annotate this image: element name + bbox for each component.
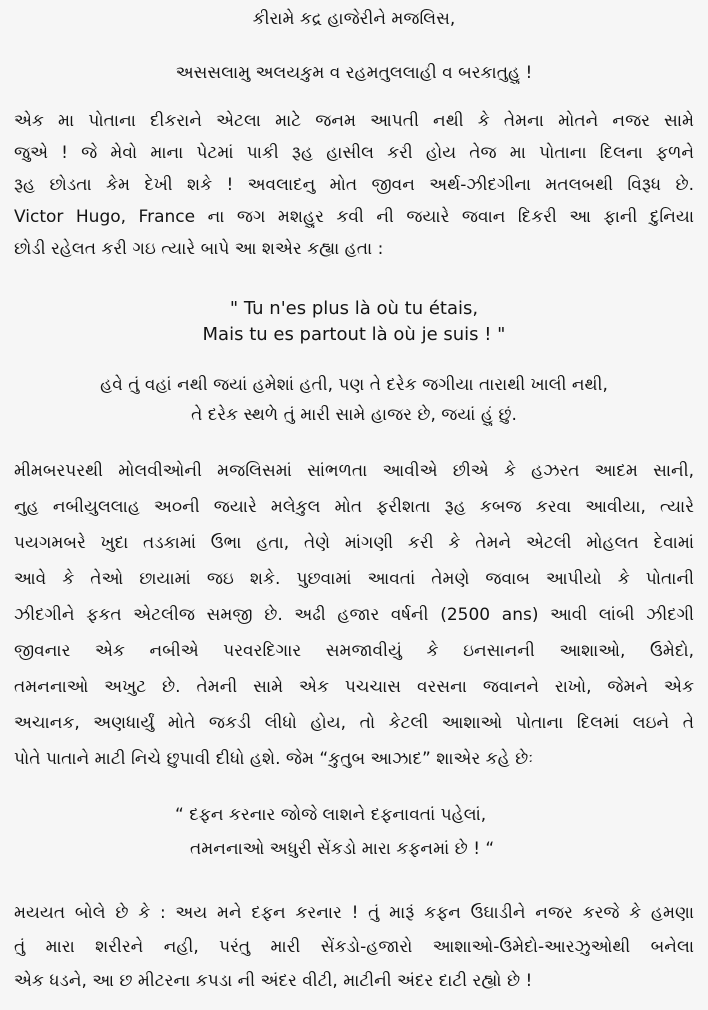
paragraph-3-line: તું મારા શરીરને નહી, પરંતુ મારી સેંકડો-હજારો આશાઓ-ઉમેદો-આરઝુઓથી બનેલા xyxy=(14,937,694,957)
paragraph-2-line: અચાનક, અણધાર્યું મોતે જકડી લીધો હોય, તો કેટલી આશાઓ પોતાના દિલમાં લઇને તે xyxy=(14,713,694,733)
paragraph-2-line: નુહ નબીયુલલાહ અ૦ની જયારે મલેકુલ મોત ફરીશતા રૂહ કબજ કરવા આવીયા, ત્યારે xyxy=(14,497,694,517)
paragraph-1-line: Victor Hugo, France ના જગ મશહુર કવી ની જયારે જવાન દિકરી આ ફાની દુનિયા xyxy=(14,207,694,227)
quote-translation-line: હવે તું વહાં નથી જયાં હમેશાં હતી, પણ તે દરેક જગીયા તારાથી ખાલી નથી, xyxy=(100,375,608,395)
paragraph-1-line: એક મા પોતાના દીકરાને એટલા માટે જનમ આપતી નથી કે તેમના મોતને નજર સામે xyxy=(14,111,694,131)
french-quote-line: Mais tu es partout là où je suis ! " xyxy=(202,324,506,345)
paragraph-2-line: પોતે પાતાને માટી નિચે છુપાવી દીધો હશે. જેમ “કુતુબ આઝાદ” શાએર કહે છેઃ xyxy=(14,749,534,769)
letter-heading: કીરામે કદ્ર હાજેરીને મજલિસ, xyxy=(252,9,456,29)
paragraph-2-line: પયગમબરે ખુદા તડકામાં ઉભા હતા, તેણે માંગણી કરી કે તેમને એટલી મોહલત દેવામાં xyxy=(14,533,694,553)
paragraph-3-line: મયયત બોલે છે કે : અય મને દફન કરનાર ! તું મારૂં કફન ઉઘાડીને નજર કરજે કે હમણા xyxy=(14,903,694,923)
paragraph-2-line: તમનનાઓ અખુટ છે. તેમની સામે એક પચચાસ વરસના જવાનને રાખો, જેમને એક xyxy=(14,677,694,697)
paragraph-1-line: જુએ ! જે મેવો માના પેટમાં પાકી રૂહ હાસીલ કરી હોય તેજ મા પોતાના દિલના ફળને xyxy=(14,143,694,163)
paragraph-1-line: રૂહ છોડતા કેમ દેખી શકે ! અવલાદનુ મોત જીવન અર્થ-ઝીદગીના મતલબથી વિરૂધ છે. xyxy=(14,175,694,195)
salutation: અસસલામુ અલયકુમ વ રહમતુલલાહી વ બરકાતુહુ ! xyxy=(175,63,533,83)
quote-translation-line: તે દરેક સ્થળે તું મારી સામે હાજર છે, જયાં હું છું. xyxy=(191,405,517,425)
poem-line: તમનનાઓ અધુરી સેંકડો મારા કફનમાં છે ! “ xyxy=(190,839,495,859)
paragraph-3-line: એક ધડને, આ છ મીટરના કપડા ની અંદર વીટી, માટીની અંદર દાટી રહ્યો છે ! xyxy=(14,971,533,991)
paragraph-2-line: આવે કે તેઓ છાયામાં જઇ શકે. પુછવામાં આવતાં તેમણે જવાબ આપીયો કે પોતાની xyxy=(14,569,694,589)
paragraph-1-line: છોડી રહેલત કરી ગઇ ત્યારે બાપે આ શએર કહ્યા હતા : xyxy=(14,239,384,259)
paragraph-2-line: જીવનાર એક નબીએ પરવરદિગાર સમજાવીયું કે ઇનસાનની આશાઓ, ઉમેદો, xyxy=(14,641,694,661)
paragraph-2-line: મીમબરપરથી મોલવીઓની મજલિસમાં સાંભળતા આવીએ છીએ કે હઝરત આદમ સાની, xyxy=(14,461,694,481)
paragraph-2-line: ઝીદગીને ફકત એટલીજ સમજી છે. અઢી હજાર વર્ષની (2500 ans) આવી લાંબી ઝીદગી xyxy=(14,605,694,625)
french-quote-line: " Tu n'es plus là où tu étais, xyxy=(229,298,479,319)
poem-line: “ દફન કરનાર જોજે લાશને દફનાવતાં પહેલાં, xyxy=(175,805,487,825)
